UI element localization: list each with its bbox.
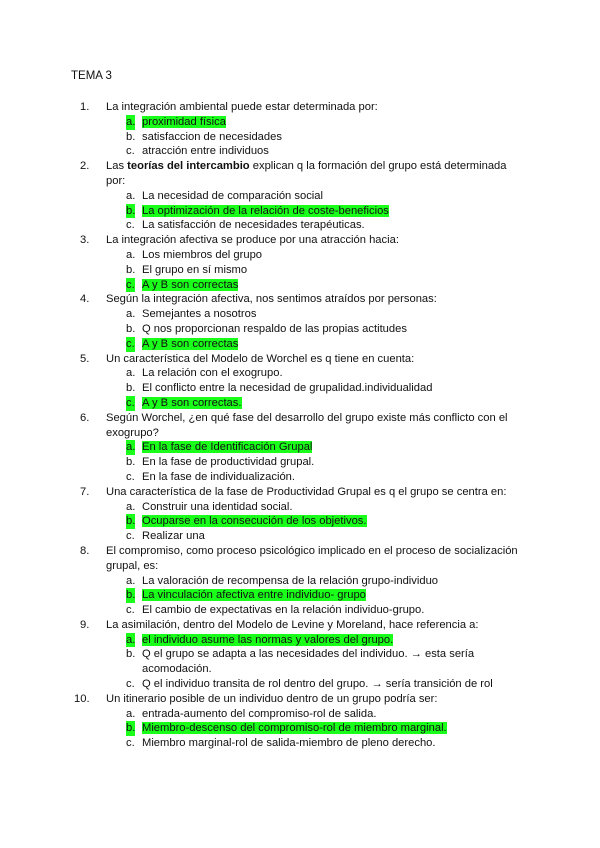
answer-option xyxy=(106,736,520,751)
question-text-bold: teorías del intercambio xyxy=(127,160,250,173)
answer-option-content xyxy=(142,501,293,513)
document-title: TEMA 3 xyxy=(71,70,112,82)
option-letter: a. xyxy=(126,500,136,513)
answer-option-content xyxy=(142,575,438,587)
answer-option xyxy=(106,189,520,204)
question-text: Un característica del Modelo de Worchel es q tiene en cuenta: xyxy=(106,352,415,365)
question-text xyxy=(106,159,520,189)
correct-answer-highlight xyxy=(142,205,389,217)
option-letter: a. xyxy=(126,115,136,128)
answer-option xyxy=(106,647,520,677)
option-text: La necesidad de comparación social xyxy=(142,189,323,202)
question-item xyxy=(0,292,600,351)
option-letter: c. xyxy=(126,278,135,291)
question-number: 10. xyxy=(74,692,90,705)
answer-option xyxy=(106,322,520,337)
answer-option-content xyxy=(142,530,205,542)
answer-option xyxy=(106,574,520,589)
question-item xyxy=(0,544,600,618)
answer-option xyxy=(106,455,520,470)
question-item xyxy=(0,100,600,159)
answer-option-content xyxy=(142,249,262,261)
option-text: La optimización de la relación de coste-beneficios xyxy=(142,204,389,217)
option-text: La valoración de recompensa de la relación grupo-individuo xyxy=(142,574,439,587)
answer-option-content xyxy=(142,382,432,394)
option-letter: b. xyxy=(126,648,136,661)
option-letter: a. xyxy=(126,308,136,321)
option-text: Ocuparse en la consecución de los objetivos. xyxy=(142,515,367,528)
answer-option xyxy=(106,721,520,736)
option-letter: a. xyxy=(126,189,136,202)
correct-answer-highlight xyxy=(142,589,366,601)
option-letter: c. xyxy=(126,678,135,691)
question-number: 5. xyxy=(80,352,90,365)
question-text-pre: Las xyxy=(106,160,128,173)
option-letter: b. xyxy=(126,515,136,528)
option-text: Construir una identidad social. xyxy=(142,500,293,513)
question-list xyxy=(0,100,600,751)
answer-option-content xyxy=(142,604,424,616)
answer-option-content xyxy=(142,471,295,483)
option-text: Realizar una xyxy=(142,530,205,543)
answer-option-content xyxy=(142,219,365,231)
answer-option xyxy=(106,514,520,529)
answer-option xyxy=(106,248,520,263)
option-text: La relación con el exogrupo. xyxy=(142,367,283,380)
question-number: 4. xyxy=(80,293,90,306)
option-list xyxy=(106,707,520,751)
option-letter: c. xyxy=(126,219,135,232)
correct-answer-highlight xyxy=(142,397,242,409)
option-text: atracción entre individuos xyxy=(142,145,269,158)
answer-option xyxy=(106,366,520,381)
answer-option xyxy=(106,130,520,145)
answer-option-content xyxy=(142,131,282,143)
option-letter: a. xyxy=(126,633,136,646)
answer-option xyxy=(106,396,520,411)
option-text: Los miembros del grupo xyxy=(142,248,263,261)
option-text: En la fase de individualización. xyxy=(142,470,295,483)
option-text: Miembro marginal-rol de salida-miembro de pleno derecho. xyxy=(142,737,436,750)
option-text: A y B son correctas xyxy=(142,337,239,350)
question-text: Una característica de la fase de Productividad Grupal es q el grupo se centra en: xyxy=(106,485,507,498)
answer-option xyxy=(106,603,520,618)
question-item xyxy=(0,618,600,692)
option-letter: c. xyxy=(126,530,135,543)
question-number: 8. xyxy=(80,544,90,557)
question-item xyxy=(0,692,600,751)
answer-option-content xyxy=(142,264,247,276)
answer-option xyxy=(106,500,520,515)
option-text: En la fase de Identificación Grupal xyxy=(142,441,313,454)
correct-answer-highlight xyxy=(142,634,393,646)
option-text: Semejantes a nosotros xyxy=(142,308,257,321)
option-list xyxy=(106,307,520,351)
option-letter: b. xyxy=(126,456,136,469)
answer-option xyxy=(106,381,520,396)
correct-answer-highlight xyxy=(142,441,312,453)
option-text: Q el grupo se adapta a las necesidades del individuo. → esta sería acomodación. xyxy=(142,648,475,676)
question-item xyxy=(0,411,600,485)
question-text-post: explican q la formación del grupo está determinada por: xyxy=(106,160,507,187)
option-text: Miembro-descenso del compromiso-rol de miembro marginal. xyxy=(142,722,447,735)
answer-option-content xyxy=(142,323,407,335)
option-list xyxy=(106,500,520,544)
option-text: A y B son correctas xyxy=(142,278,239,291)
option-letter: c. xyxy=(126,396,135,409)
answer-option xyxy=(106,307,520,322)
option-list xyxy=(106,248,520,292)
answer-option-content xyxy=(142,708,376,720)
option-letter: a. xyxy=(126,574,136,587)
option-text: La vinculación afectiva entre individuo- grupo xyxy=(142,589,366,602)
option-list xyxy=(106,115,520,159)
answer-option xyxy=(106,204,520,219)
correct-answer-highlight xyxy=(142,279,238,291)
answer-option-content xyxy=(142,367,283,379)
answer-option xyxy=(106,440,520,455)
answer-option xyxy=(106,218,520,233)
question-number: 9. xyxy=(80,618,90,631)
option-list xyxy=(106,633,520,692)
question-number: 3. xyxy=(80,234,90,247)
answer-option xyxy=(106,115,520,130)
option-text: En la fase de productividad grupal. xyxy=(142,456,315,469)
option-letter: c. xyxy=(126,604,135,617)
answer-option-content xyxy=(142,456,314,468)
option-letter: b. xyxy=(126,130,136,143)
answer-option-content xyxy=(142,145,269,157)
question-text: La integración ambiental puede estar determinada por: xyxy=(106,101,378,113)
correct-answer-highlight xyxy=(142,515,367,527)
option-text: A y B son correctas. xyxy=(142,396,242,409)
option-text: satisfaccion de necesidades xyxy=(142,130,282,143)
correct-answer-highlight xyxy=(142,722,447,734)
option-letter: a. xyxy=(126,367,136,380)
question-number: 6. xyxy=(80,411,90,424)
option-letter: c. xyxy=(126,145,135,158)
option-list xyxy=(106,574,520,618)
answer-option xyxy=(106,337,520,352)
option-letter: b. xyxy=(126,204,136,217)
question-text: El compromiso, como proceso psicológico implicado en el proceso de socialización grupal, es: xyxy=(106,544,518,572)
answer-option xyxy=(106,144,520,159)
correct-answer-highlight xyxy=(142,116,226,128)
option-text: La satisfacción de necesidades terapéuticas. xyxy=(142,219,365,232)
answer-option-content xyxy=(142,190,323,202)
option-letter: a. xyxy=(126,441,136,454)
answer-option-content xyxy=(142,737,436,749)
option-list xyxy=(106,440,520,484)
option-text: Q el individuo transita de rol dentro del grupo. → sería transición de rol xyxy=(142,678,493,691)
answer-option xyxy=(106,529,520,544)
option-letter: c. xyxy=(126,737,135,750)
answer-option xyxy=(106,263,520,278)
option-text: proximidad física xyxy=(142,115,226,128)
option-letter: c. xyxy=(126,337,135,350)
question-text: Según la integración afectiva, nos sentimos atraídos por personas: xyxy=(106,293,437,306)
option-text: Q nos proporcionan respaldo de las propias actitudes xyxy=(142,322,407,335)
option-letter: a. xyxy=(126,248,136,261)
option-letter: b. xyxy=(126,263,136,276)
question-text: La integración afectiva se produce por una atracción hacia: xyxy=(106,234,399,247)
answer-option-content xyxy=(142,308,256,320)
question-item xyxy=(0,485,600,544)
answer-option xyxy=(106,278,520,293)
option-letter: b. xyxy=(126,322,136,335)
option-text: entrada-aumento del compromiso-rol de salida. xyxy=(142,707,377,720)
question-text: Según Worchel, ¿en qué fase del desarrollo del grupo existe más conflicto con el exogrupo? xyxy=(106,411,508,439)
answer-option xyxy=(106,588,520,603)
option-text: El grupo en sí mismo xyxy=(142,263,248,276)
answer-option xyxy=(106,470,520,485)
option-text: El conflicto entre la necesidad de grupalidad.individualidad xyxy=(142,382,433,395)
question-item xyxy=(0,352,600,411)
answer-option xyxy=(106,677,520,692)
question-item xyxy=(0,159,600,233)
question-number: 2. xyxy=(80,160,90,173)
question-text: La asimilación, dentro del Modelo de Levine y Moreland, hace referencia a: xyxy=(106,618,479,631)
answer-option xyxy=(106,633,520,648)
option-letter: a. xyxy=(126,707,136,720)
option-letter: b. xyxy=(126,722,136,735)
option-letter: b. xyxy=(126,382,136,395)
question-item xyxy=(0,233,600,292)
option-text: el individuo asume las normas y valores del grupo. xyxy=(142,633,394,646)
correct-answer-highlight xyxy=(142,338,238,350)
answer-option-content xyxy=(142,648,474,675)
option-letter: c. xyxy=(126,470,135,483)
question-number: 7. xyxy=(80,485,90,498)
answer-option-content xyxy=(142,678,493,690)
answer-option xyxy=(106,707,520,722)
option-text: El cambio de expectativas en la relación individuo-grupo. xyxy=(142,604,425,617)
question-text: Un itinerario posible de un individuo dentro de un grupo podría ser: xyxy=(106,692,438,705)
question-number: 1. xyxy=(80,101,90,113)
option-letter: b. xyxy=(126,589,136,602)
option-list xyxy=(106,366,520,410)
option-list xyxy=(106,189,520,233)
